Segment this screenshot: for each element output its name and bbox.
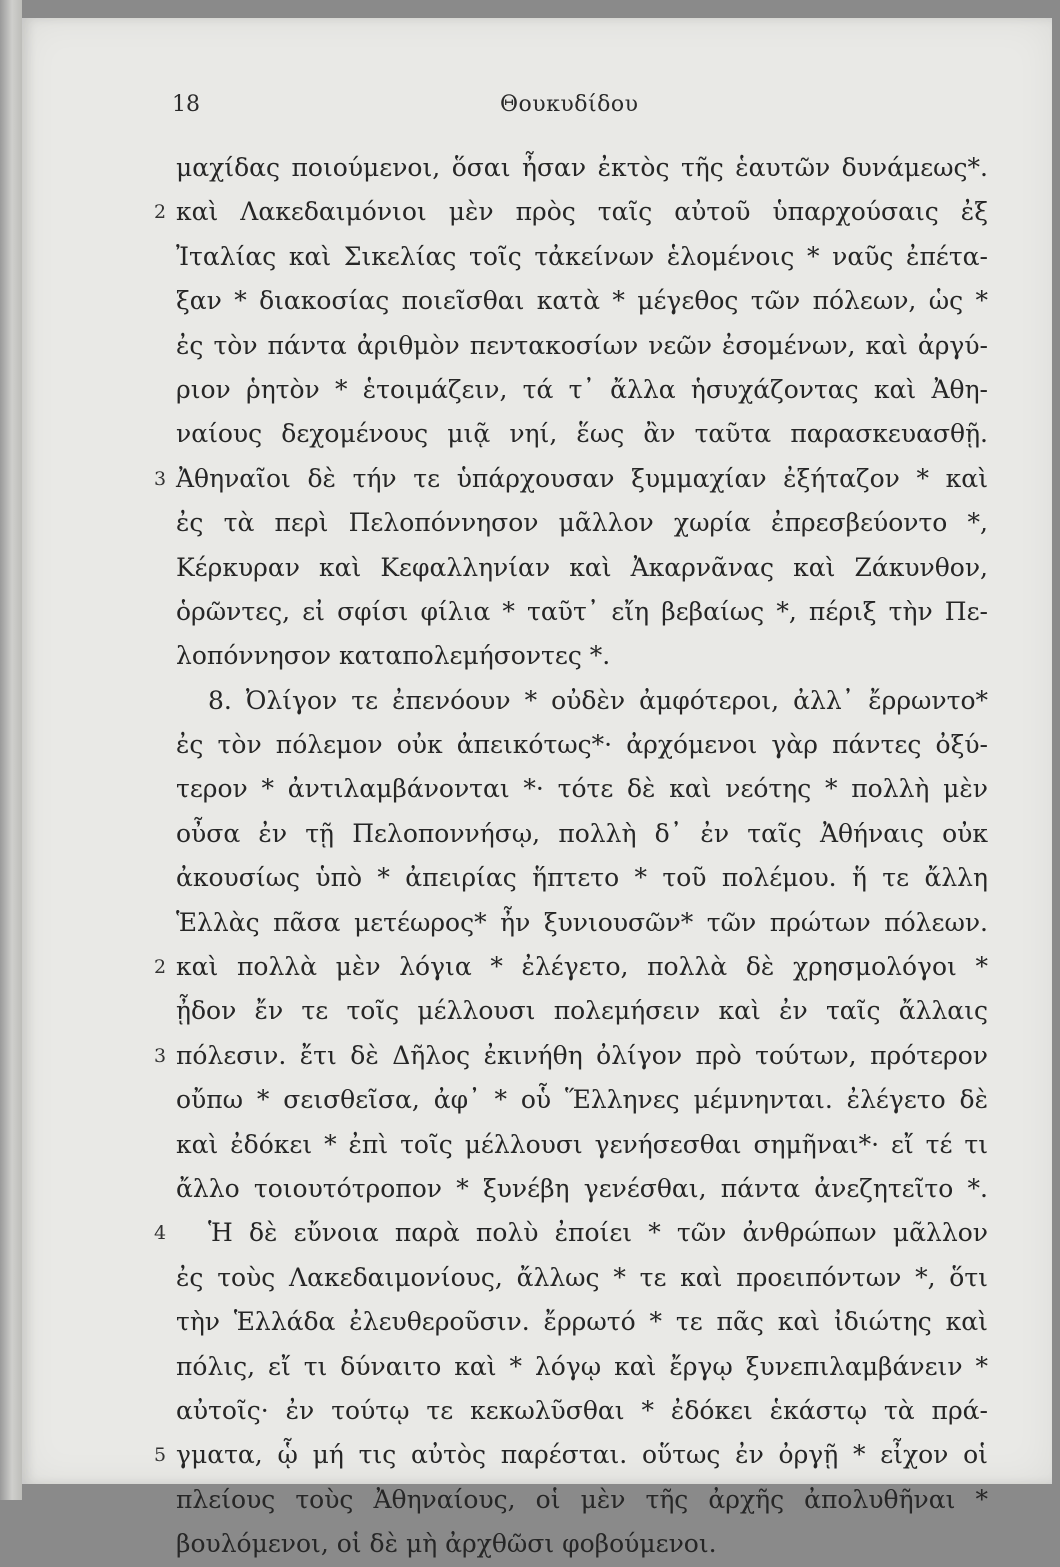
text-line: [22, 767, 1052, 811]
text-line: [22, 235, 1052, 279]
text-line: [22, 190, 1052, 234]
text-line: [22, 1433, 1052, 1477]
text-line: [22, 856, 1052, 900]
line-text: Ἡ δὲ εὔνοια παρὰ πολὺ ἐποίει * τῶν ἀνθρώπων μᾶλλον: [208, 1218, 988, 1248]
body-text: [22, 146, 1052, 1567]
book-page: [22, 18, 1052, 1559]
section-number: 4: [154, 1222, 167, 1245]
line-text: καὶ πολλὰ μὲν λόγια * ἐλέγετο, πολλὰ δὲ χρησμολόγοι *: [176, 952, 988, 982]
line-text: καὶ Λακεδαιμόνιοι μὲν πρὸς ταῖς αὐτοῦ ὑπαρχούσαις ἐξ: [176, 197, 988, 227]
page-header: [22, 92, 1052, 122]
text-line: [22, 412, 1052, 456]
text-line: [22, 1034, 1052, 1078]
text-line: [22, 1123, 1052, 1167]
text-line: [22, 590, 1052, 634]
text-line: [22, 812, 1052, 856]
text-line: [22, 1078, 1052, 1122]
line-text: ἐς τὸν πόλεμον οὐκ ἀπεικότως*· ἀρχόμενοι γὰρ πάντες ὀξύ-: [176, 730, 988, 760]
line-text: τὴν Ἑλλάδα ἐλευθεροῦσιν. ἔρρωτό * τε πᾶς καὶ ἰδιώτης καὶ: [176, 1307, 988, 1337]
text-line: [22, 501, 1052, 545]
text-line: [22, 989, 1052, 1033]
line-text: οὔπω * σεισθεῖσα, ἀφ᾽ * οὗ Ἕλληνες μέμνηνται. ἐλέγετο δὲ: [176, 1085, 988, 1115]
section-number: 2: [154, 956, 167, 979]
running-title: Θουκυδίδου: [500, 92, 639, 117]
text-line: [22, 1522, 1052, 1566]
line-text: πόλεσιν. ἔτι δὲ Δῆλος ἐκινήθη ὀλίγον πρὸ τούτων, πρότερον: [176, 1040, 988, 1070]
text-line: [22, 324, 1052, 368]
line-text: ἄλλο τοιουτότροπον * ξυνέβη γενέσθαι, πάντα ἀνεζητεῖτο *.: [176, 1173, 988, 1203]
text-line: [22, 1345, 1052, 1389]
line-text: τερον * ἀντιλαμβάνονται *· τότε δὲ καὶ νεότης * πολλὴ μὲν: [176, 774, 988, 804]
line-text: ξαν * διακοσίας ποιεῖσθαι κατὰ * μέγεθος τῶν πόλεων, ὡς *: [176, 286, 988, 316]
text-line: [22, 546, 1052, 590]
text-line: [22, 146, 1052, 190]
text-line: [22, 634, 1052, 678]
line-text: πλείους τοὺς Ἀθηναίους, οἱ μὲν τῆς ἀρχῆς ἀπολυθῆναι *: [176, 1484, 988, 1514]
book-binding: [0, 0, 22, 1500]
line-text: Ἀθηναῖοι δὲ τήν τε ὑπάρχουσαν ξυμμαχίαν ἐξήταζον * καὶ: [176, 463, 988, 493]
line-text: Ἰταλίας καὶ Σικελίας τοῖς τἀκείνων ἑλομένοις * ναῦς ἐπέτα-: [176, 241, 988, 271]
text-line: [22, 901, 1052, 945]
line-text: λοπόννησον καταπολεμήσοντες *.: [176, 641, 611, 671]
line-text: ἐς τοὺς Λακεδαιμονίους, ἄλλως * τε καὶ προειπόντων *, ὅτι: [176, 1262, 988, 1292]
text-line: [22, 1256, 1052, 1300]
section-number: 3: [154, 1044, 167, 1067]
line-text: μαχίδας ποιούμενοι, ὅσαι ἦσαν ἐκτὸς τῆς ἑαυτῶν δυνάμεως*.: [176, 153, 988, 182]
page-number: 18: [172, 92, 200, 117]
section-number: 5: [154, 1444, 167, 1467]
section-number: 3: [154, 467, 167, 490]
chapter-start-line: [22, 679, 1052, 723]
text-line: [22, 723, 1052, 767]
text-line: [22, 945, 1052, 989]
line-text: Κέρκυραν καὶ Κεφαλληνίαν καὶ Ἀκαρνᾶνας καὶ Ζάκυνθον,: [176, 552, 988, 582]
line-text: 8. Ὀλίγον τε ἐπενόουν * οὐδὲν ἀμφότεροι, ἀλλ᾽ ἔρρωντο*: [208, 685, 988, 715]
text-line: [22, 1211, 1052, 1255]
text-line: [22, 279, 1052, 323]
line-text: ἀκουσίως ὑπὸ * ἀπειρίας ἥπτετο * τοῦ πολέμου. ἥ τε ἄλλη: [176, 863, 988, 893]
line-text: ναίους δεχομένους μιᾷ νηί, ἕως ἂν ταῦτα παρασκευασθῇ.: [176, 419, 988, 449]
text-line: [22, 1300, 1052, 1344]
line-text: Ἑλλὰς πᾶσα μετέωρος* ἦν ξυνιουσῶν* τῶν πρώτων πόλεων.: [176, 907, 988, 937]
line-text: καὶ ἐδόκει * ἐπὶ τοῖς μέλλουσι γενήσεσθαι σημῆναι*· εἴ τέ τι: [176, 1129, 988, 1159]
line-text: γματα, ᾧ μή τις αὐτὸς παρέσται. οὕτως ἐν ὀργῇ * εἶχον οἱ: [176, 1440, 988, 1470]
line-text: αὐτοῖς· ἐν τούτῳ τε κεκωλῦσθαι * ἐδόκει ἑκάστῳ τὰ πρά-: [176, 1395, 988, 1425]
line-text: ριον ῥητὸν * ἑτοιμάζειν, τά τ᾽ ἄλλα ἡσυχάζοντας καὶ Ἀθη-: [176, 374, 988, 404]
section-number: 2: [154, 201, 167, 224]
text-line: [22, 1389, 1052, 1433]
text-line: [22, 457, 1052, 501]
line-text: οὖσα ἐν τῇ Πελοποννήσῳ, πολλὴ δ᾽ ἐν ταῖς Ἀθήναις οὐκ: [176, 818, 988, 848]
text-line: [22, 1167, 1052, 1211]
text-line: [22, 368, 1052, 412]
line-text: ᾖδον ἔν τε τοῖς μέλλουσι πολεμήσειν καὶ ἐν ταῖς ἄλλαις: [176, 996, 988, 1026]
line-text: πόλις, εἴ τι δύναιτο καὶ * λόγῳ καὶ ἔργῳ ξυνεπιλαμβάνειν *: [176, 1351, 988, 1381]
line-text: βουλόμενοι, οἱ δὲ μὴ ἀρχθῶσι φοβούμενοι.: [176, 1529, 717, 1559]
line-text: ἐς τὰ περὶ Πελοπόννησον μᾶλλον χωρία ἐπρεσβεύοντο *,: [176, 508, 988, 538]
line-text: ἐς τὸν πάντα ἀριθμὸν πεντακοσίων νεῶν ἐσομένων, καὶ ἀργύ-: [176, 330, 988, 360]
line-text: ὁρῶντες, εἰ σφίσι φίλια * ταῦτ᾽ εἴη βεβαίως *, πέριξ τὴν Πε-: [176, 596, 988, 626]
